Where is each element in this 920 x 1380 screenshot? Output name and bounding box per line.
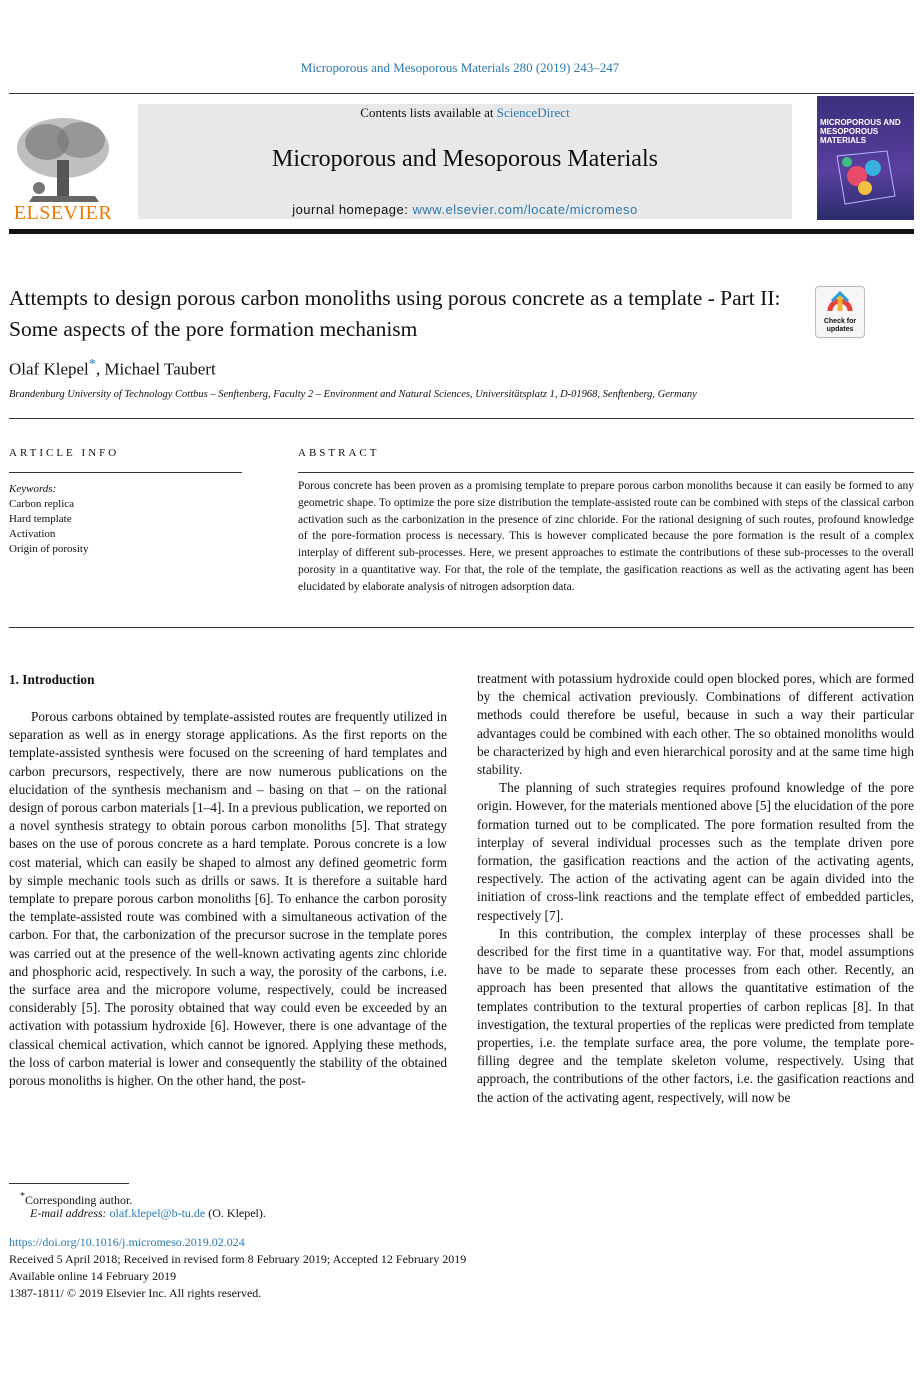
article-info-rule xyxy=(9,472,242,473)
check-for-updates-label: Check for updates xyxy=(823,318,857,333)
keyword-item: Origin of porosity xyxy=(9,543,89,555)
contents-prefix: Contents lists available at xyxy=(360,105,497,120)
abstract-divider xyxy=(9,627,914,628)
title-divider xyxy=(9,418,914,419)
doi-link[interactable]: https://doi.org/10.1016/j.micromeso.2019.02.024 xyxy=(9,1235,245,1249)
paragraph: treatment with potassium hydroxide could open blocked pores, which are formed by the chemical activation previously. Combinations of different activation methods could therefore be useful, because in such a way their particular advantages could be combined with each other. The so obtained monoliths would be characterized by high and even hierarchical porosity and at the same time high stability. xyxy=(477,671,914,778)
footnote-text: Corresponding author. xyxy=(25,1193,133,1207)
paragraph: The planning of such strategies requires profound knowledge of the pore origin. However, for the materials mentioned above [5] the elucidation of the pore formation turned out to be complicated. The pore formation resulted from the interplay of several individual processes such as the template driven pore formation, the gasification reactions and the action of the activating agents, respectively. The action of the activating agent can be again divided into the initiation of cross-link reactions and the template effect of embedded particles, respectively [7]. xyxy=(477,780,914,923)
journal-homepage xyxy=(138,202,792,217)
corresponding-author-mark[interactable]: * xyxy=(88,356,96,372)
header-divider xyxy=(9,93,914,94)
available-online: Available online 14 February 2019 xyxy=(9,1269,177,1283)
article-info-heading: ARTICLE INFO xyxy=(9,447,120,459)
email-link[interactable]: olaf.klepel@b-tu.de xyxy=(109,1206,206,1220)
elsevier-wordmark: ELSEVIER xyxy=(13,202,113,224)
header-thick-rule xyxy=(9,229,914,234)
paragraph: In this contribution, the complex interplay of these processes shall be described for the first time in a quantitative way. For that, model assumptions have to be made to separate these processes from each other. Recently, an approach has been presented that allows the quantitative estimation of the templates contribution to the textural properties of carbon replicas [8]. In that investigation, the textural properties of the replicas were predicted from template properties, i.e. the template surface area, the pore volume, the template pore-filling degree and the template skeleton volume, respectively. Using that approach, the contributions of the other factors, i.e. the gasification reactions and the action of the activating agent, respectively, will now be xyxy=(477,925,914,1105)
journal-citation[interactable]: Microporous and Mesoporous Materials 280 (2019) 243–247 xyxy=(300,60,620,75)
journal-title: Microporous and Mesoporous Materials xyxy=(272,146,658,172)
homepage-prefix: journal homepage: xyxy=(292,202,413,217)
keywords-block xyxy=(9,482,88,557)
abstract-heading: ABSTRACT xyxy=(298,447,380,459)
section-heading: 1. Introduction xyxy=(9,672,95,687)
email-line xyxy=(30,1205,266,1222)
homepage-link[interactable]: www.elsevier.com/locate/micromeso xyxy=(412,202,638,217)
contents-line xyxy=(138,105,792,121)
received-dates: Received 5 April 2018; Received in revised form 8 February 2019; Accepted 12 February 2019 xyxy=(9,1252,467,1266)
footnote-mark: * xyxy=(20,1191,25,1202)
copyright: 1387-1811/ © 2019 Elsevier Inc. All rights reserved. xyxy=(9,1286,262,1300)
paragraph: Porous carbons obtained by template-assisted routes are frequently utilized in separation as well as in energy storage applications. As the first reports on the template-assisted synthesis were focused on the screening of hard templates and carbon precursors, respectively, there are now numerous publications on the elucidation of the synthesis mechanism and – basing on that – on the rational design of porous carbon materials [1–4]. In a previous publication, we reported on a novel synthesis strategy to obtain porous carbon monoliths [5]. That strategy bases on the use of porous concrete as a hard template. Porous concrete is a low cost material, which can easily be shaped to almost any defined geometric form by simple mechanic tools such as drills or saws. It is therefore a suitable hard template to prepare porous carbon monoliths [6]. To enhance the carbon porosity the template-assisted route was combined with a simultaneous activation of the carbon. For that, the carbonization of the precursor sucrose in the template pores was carried out at the presence of the well-known activating agents zinc chloride and phosphoric acid, respectively. In such a way, the porosity of the carbons, i.e. the surface area and the micropore volume, respectively, could be increased considerably [5]. The porosity obtained that way could even be exceeded by an activation with potassium hydroxide [6]. However, there is one advantage of the classical chemical activation, which cannot be ignored. Applying these methods, the loss of carbon material is lower and consequently the stability of the obtained porous monoliths is higher. On the other hand, the post- xyxy=(9,709,447,1089)
cover-title: MICROPOROUS AND MESOPOROUS MATERIALS xyxy=(820,118,901,145)
body-right-column xyxy=(477,670,914,1107)
author-separator: , xyxy=(95,359,105,379)
author-list xyxy=(9,356,216,380)
affiliation: Brandenburg University of Technology Cottbus – Senftenberg, Faculty 2 – Environment and Natural Sciences, Universitätsplatz 1, D-01968, Senftenberg, Germany xyxy=(9,389,697,400)
keywords-label: Keywords: xyxy=(9,483,57,495)
email-suffix: (O. Klepel). xyxy=(205,1206,266,1220)
abstract-rule xyxy=(298,472,914,473)
journal-cover-image xyxy=(817,96,914,220)
keyword-item: Hard template xyxy=(9,513,72,525)
footnote-rule xyxy=(9,1183,129,1184)
email-label: E-mail address: xyxy=(30,1206,110,1220)
author-name[interactable]: Olaf Klepel xyxy=(9,359,89,379)
article-title: Attempts to design porous carbon monoliths using porous concrete as a template - Part II: Some aspects of the pore formation mechanism xyxy=(9,286,781,341)
keyword-item: Carbon replica xyxy=(9,498,75,510)
sciencedirect-link[interactable]: ScienceDirect xyxy=(496,105,570,120)
abstract-text: Porous concrete has been proven as a promising template to prepare porous carbon monoliths because it can easily be formed to any geometric shape. To optimize the pore size distribution the template-assisted route can be combined with steps of the classical carbon activation such as the carbonization in the presence of zinc chloride. For the rational designing of such routes, profound knowledge of the pore-formation process is necessary. This is however complicated because the pore formation is the result of a complex interplay of different sub-processes. Here, we present approaches to estimate the contributions of these sub-processes to the overall porosity in a quantitative way. For that, the role of the template, the gasification reactions as well as the activating agent has been elucidated by elaborate analysis of nitrogen adsorption data. xyxy=(298,480,914,593)
author-name[interactable]: Michael Taubert xyxy=(104,359,216,379)
cover-molecule-graphic xyxy=(817,96,914,220)
keyword-item: Activation xyxy=(9,528,56,540)
body-left-column xyxy=(9,708,447,1090)
check-for-updates-icon xyxy=(816,287,864,317)
